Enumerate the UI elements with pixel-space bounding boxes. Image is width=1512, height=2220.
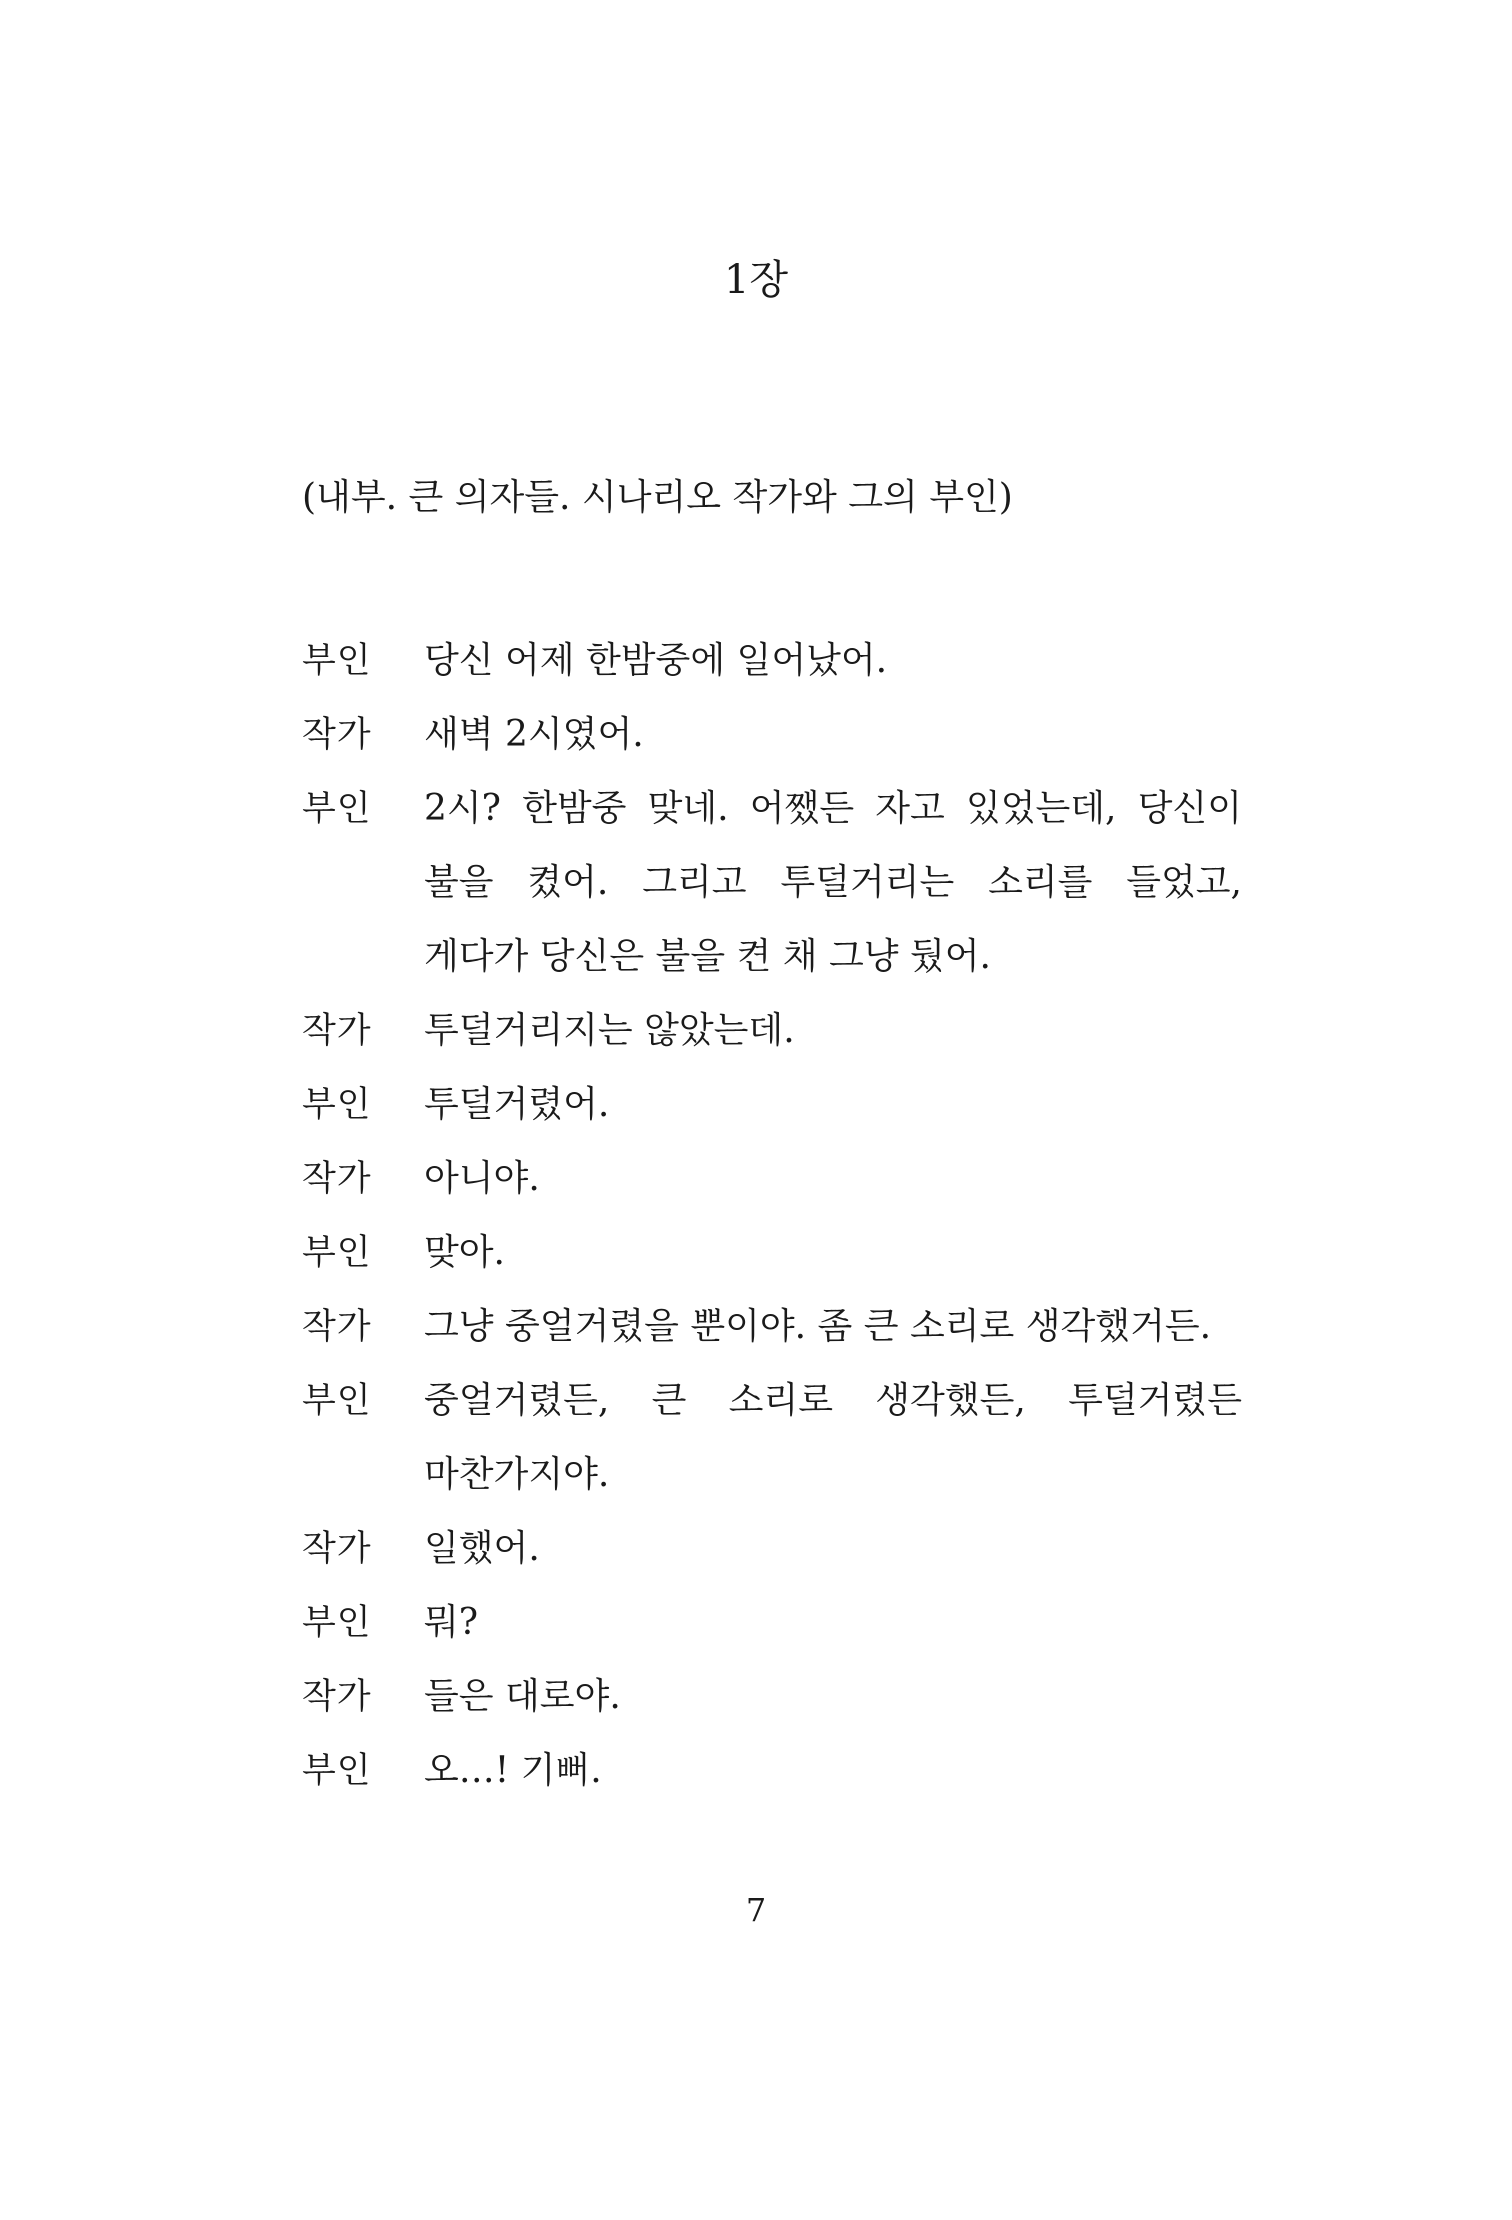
dialogue-line bbox=[302, 772, 1242, 994]
speech-text: 새벽 2시였어. bbox=[424, 714, 644, 755]
dialogue-line bbox=[302, 698, 1242, 772]
speaker-name: 부인 bbox=[302, 1751, 372, 1791]
speaker-name: 작가 bbox=[302, 1307, 372, 1347]
speech-text: 오…! 기뻐. bbox=[424, 1750, 602, 1791]
speaker-name: 작가 bbox=[302, 1677, 372, 1717]
speech-text: 아니야. bbox=[424, 1158, 540, 1199]
speech-text: 일했어. bbox=[424, 1528, 540, 1569]
speaker-name: 부인 bbox=[302, 1603, 372, 1643]
page-number: 7 bbox=[745, 1891, 767, 1929]
speech-text: 투덜거리지는 않았는데. bbox=[424, 1010, 795, 1051]
stage-direction: (내부. 큰 의자들. 시나리오 작가와 그의 부인) bbox=[302, 477, 1013, 518]
speech-text: 투덜거렸어. bbox=[424, 1084, 610, 1125]
dialogue-line bbox=[302, 1142, 1242, 1216]
speaker-name: 작가 bbox=[302, 1159, 372, 1199]
dialogue-line bbox=[302, 1290, 1242, 1364]
speaker-name: 작가 bbox=[302, 1011, 372, 1051]
chapter-title: 1장 bbox=[723, 257, 789, 303]
speaker-name: 부인 bbox=[302, 1381, 372, 1421]
dialogue-line bbox=[302, 1364, 1242, 1512]
dialogue-line bbox=[302, 1216, 1242, 1290]
speech-text: 뭐? bbox=[424, 1602, 479, 1643]
speaker-name: 작가 bbox=[302, 1529, 372, 1569]
dialogue-line bbox=[302, 624, 1242, 698]
speech-text: 그냥 중얼거렸을 뿐이야. 좀 큰 소리로 생각했거든. bbox=[424, 1306, 1212, 1347]
dialogue-line bbox=[302, 1734, 1242, 1808]
dialogue-list bbox=[302, 624, 1242, 1808]
dialogue-line bbox=[302, 1068, 1242, 1142]
dialogue-line bbox=[302, 1586, 1242, 1660]
speaker-name: 부인 bbox=[302, 789, 372, 829]
dialogue-line bbox=[302, 994, 1242, 1068]
speech-text: 2시? 한밤중 맞네. 어쨌든 자고 있었는데, 당신이 불을 켰어. 그리고 투덜거리는 소리를 들었고, 게다가 당신은 불을 켠 채 그냥 뒀어. bbox=[424, 788, 1242, 977]
speech-text: 중얼거렸든, 큰 소리로 생각했든, 투덜거렸든 마찬가지야. bbox=[424, 1380, 1242, 1495]
dialogue-line bbox=[302, 1512, 1242, 1586]
speaker-name: 작가 bbox=[302, 715, 372, 755]
speech-text: 당신 어제 한밤중에 일어났어. bbox=[424, 640, 888, 681]
dialogue-line bbox=[302, 1660, 1242, 1734]
speech-text: 맞아. bbox=[424, 1232, 505, 1273]
speech-text: 들은 대로야. bbox=[424, 1676, 621, 1717]
speaker-name: 부인 bbox=[302, 1085, 372, 1125]
speaker-name: 부인 bbox=[302, 1233, 372, 1273]
speaker-name: 부인 bbox=[302, 641, 372, 681]
